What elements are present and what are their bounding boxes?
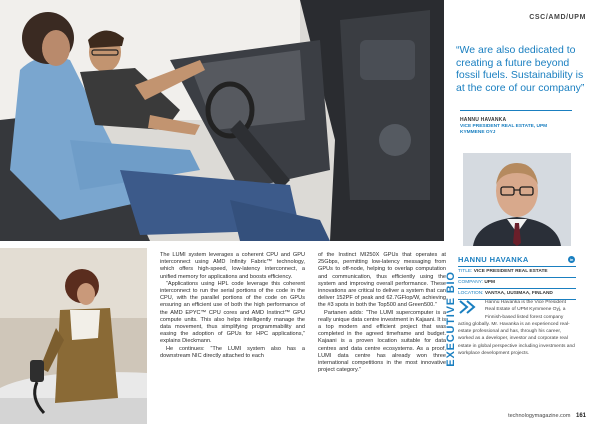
executive-bio-box	[458, 254, 576, 300]
page-footer	[508, 413, 586, 419]
bio-title-value: VICE PRESIDENT REAL ESTATE	[473, 269, 548, 274]
ev-charging-illustration	[0, 248, 147, 424]
article-paragraph: Partanen adds: “The LUMI supercomputer is a really unique data centre investment in Kajaani. It is a top modern and efficient project that was completed in the agreed timeframe and budget. Kajaani is a proven location suitable for data centres and data centre ecosystems. As a proof, LUMI data centre has already won three international competitions in the most innovative project category.”	[318, 309, 446, 374]
magazine-section-tag: CSC/AMD/UPM	[529, 14, 586, 21]
bio-description	[458, 299, 576, 357]
portrait-illustration	[463, 153, 571, 246]
page-number: 161	[575, 413, 586, 419]
article-paragraph: “Applications using HPL code leverage this coherent interconnect to run the serial portions of the code in the CPU, with the parallel portions of the code on GPUs ensuring an efficient use of both the high performance of the AMD EPYC™ CPU cores and AMD Instinct™ GPU compute units. This also helps intelligently manage the data movement, thus simplifying programmability and easing the adoption of GPUs for HPC applications,” explains Dieckmann.	[160, 280, 305, 345]
car-interior-photo	[0, 0, 444, 241]
quote-attribution-title: VICE PRESIDENT REAL ESTATE, UPM KYMMENE OYJ	[460, 124, 548, 135]
article-column-1	[160, 252, 305, 360]
quote-divider	[460, 110, 572, 111]
executive-portrait	[463, 153, 571, 246]
executive-bio-side-label	[441, 268, 455, 368]
bio-company-field	[458, 278, 576, 289]
bio-title-field	[458, 267, 576, 278]
bio-location-value: VANTAA, UUSIMAA, FINLAND	[484, 291, 553, 296]
article-paragraph: He continues: “The LUMI system also has a downstream NIC directly attached to each	[160, 345, 305, 359]
linkedin-icon[interactable]: in	[569, 257, 574, 262]
bio-name: HANNU HAVANKA	[458, 255, 529, 264]
double-chevron-icon	[458, 300, 483, 314]
bio-company-label: COMPANY:	[458, 280, 483, 285]
bio-title-label: TITLE:	[458, 269, 473, 274]
executive-bio-label: EXECUTIVE BIO	[445, 271, 457, 367]
article-paragraph: The LUMI system leverages a coherent CPU and GPU interconnect using AMD Infinity Fabric™ technology, which offers high-speed, low-latency interconnect, a unified memory for applications and boosts efficiency.	[160, 252, 305, 280]
car-interior-illustration	[0, 0, 444, 241]
pull-quote: “We are also dedicated to creating a future beyond fossil fuels. Sustainability is at the core of our company”	[456, 44, 585, 94]
bio-description-text: Hannu Havanka is the Vice President Real Estate of UPM Kymmene Oyj, a Finnish-based listed forest company acting globally. Mr. Havanka is an experienced real-estate professional and has, through his career, worked as a developer, investor and corporate real estate in global perspective including investments and workplace development projects.	[458, 300, 575, 357]
bio-company-value: UPM	[484, 280, 495, 285]
footer-site[interactable]: technologymagazine.com	[508, 413, 571, 419]
article-paragraph: of the Instinct MI250X GPUs that operates at 25Gbps, permitting low-latency messaging from GPUs to off-node, helping to overlap computation and communication, thus efficiently using the system and improving overall performance. These innovations are critical to deliver a system that can deliver 152PF of peak and 62.7GFlop/W, achieving the #3 spots in both the Top500 and Green500.”	[318, 252, 446, 309]
quote-attribution-name: HANNU HAVANKA	[460, 117, 507, 123]
bio-location-label: LOCATION:	[458, 291, 484, 296]
ev-charging-photo	[0, 248, 147, 424]
article-column-2	[318, 252, 446, 374]
bio-name-row	[458, 254, 576, 267]
